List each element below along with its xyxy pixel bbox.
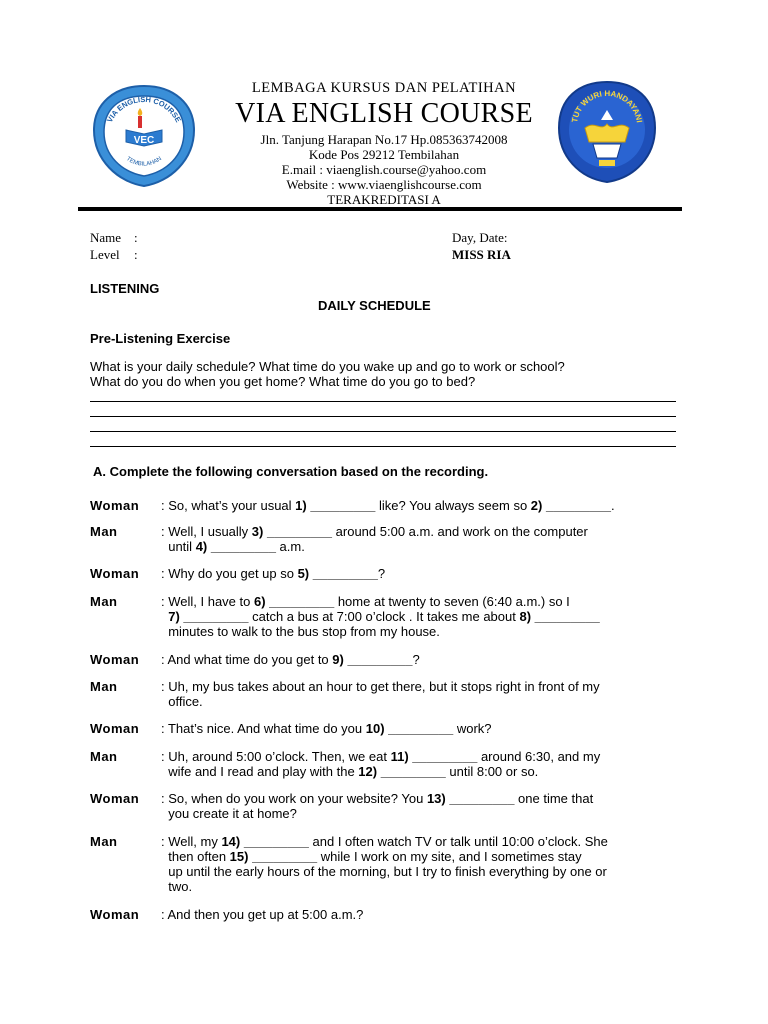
speech-segment: . [611,498,615,513]
speech-segment: : That’s nice. And what time do you [161,721,366,736]
tut-wuri-handayani-logo [555,80,659,184]
speech-text [161,524,681,554]
postcode: Kode Pos 29212 Tembilahan [308,147,460,162]
speech-segment: : Well, I usually [161,524,252,539]
speech-segment: up until the early hours of the morning, but I try to finish everything by one or [161,864,607,879]
answer-line [90,446,676,447]
speech-segment: ? [412,652,420,667]
speech-line [161,498,681,513]
speech-line [161,679,681,694]
website: Website : www.viaenglishcourse.com [286,177,482,192]
speech-line [161,791,681,806]
speech-line [161,566,681,581]
fill-in-blank[interactable]: 15) _________ [229,849,318,864]
speech-segment: office. [161,694,203,709]
speech-segment: home at twenty to seven (6:40 a.m.) so I [334,594,570,609]
fill-in-blank[interactable]: 6) _________ [253,594,335,609]
speech-line [161,879,681,894]
speech-segment: like? You always seem so [375,498,531,513]
speech-text [161,594,681,639]
speech-segment: a.m. [275,539,305,554]
speaker-label: Man [90,524,118,539]
speaker-label: Woman [90,721,140,736]
fill-in-blank[interactable]: 3) _________ [251,524,333,539]
letterhead [200,80,568,207]
speech-segment: : And then you get up at 5:00 a.m.? [161,907,364,922]
speech-line [161,524,681,539]
speech-line [161,624,681,639]
speech-text [161,834,681,894]
speech-segment: until 8:00 or so. [445,764,539,779]
email: E.mail : viaenglish.course@yahoo.com [281,162,487,177]
speech-segment: ? [377,566,386,581]
speech-text [161,721,681,736]
section-label: LISTENING [90,281,160,296]
fill-in-blank[interactable]: 11) _________ [390,749,478,764]
fill-in-blank[interactable]: 4) _________ [195,539,276,554]
via-english-course-logo [90,82,198,190]
exercise-a-instruction: A. Complete the following conversation based on the recording. [93,464,489,479]
teacher-name: MISS RIA [452,247,511,262]
fill-in-blank[interactable]: 8) _________ [519,609,600,624]
header-divider [78,207,682,211]
speaker-label: Woman [90,907,140,922]
speech-segment: : Well, I have to [161,594,254,609]
speech-segment: : Well, my [161,834,222,849]
speech-segment: work? [453,721,492,736]
speech-segment: two. [161,879,193,894]
speech-text [161,566,681,581]
fill-in-blank[interactable]: 5) _________ [297,566,378,581]
logo-top-text: VIA ENGLISH COURSE [105,94,183,124]
day-date-label: Day, Date: [452,230,508,245]
school-name: VIA ENGLISH COURSE [235,98,533,129]
speaker-label: Woman [90,566,140,581]
speech-segment: : Uh, around 5:00 o’clock. Then, we eat [161,749,391,764]
speech-line [161,594,681,609]
speech-segment: until [161,539,196,554]
speech-line [161,864,681,879]
speech-line [161,694,681,709]
logo-bottom-text: TEMBILAHAN [124,156,163,168]
fill-in-blank[interactable]: 7) _________ [168,609,249,624]
speech-line [161,609,681,624]
speech-text [161,791,681,821]
pre-listening-question-2: What do you do when you get home? What time do you go to bed? [90,374,476,389]
speech-line [161,806,681,821]
speaker-label: Woman [90,498,140,513]
speaker-label: Man [90,594,118,609]
answer-line [90,401,676,402]
pre-listening-heading: Pre-Listening Exercise [90,331,231,346]
speech-segment: : So, what’s your usual [161,498,296,513]
speech-segment: minutes to walk to the bus stop from my house. [161,624,440,639]
speech-text [161,652,681,667]
speaker-label: Man [90,834,118,849]
speech-segment: : Uh, my bus takes about an hour to get there, but it stops right in front of my [161,679,600,694]
institution-type: LEMBAGA KURSUS DAN PELATIHAN [251,80,517,96]
speech-segment: : Why do you get up so [161,566,298,581]
speech-segment: and I often watch TV or talk until 10:00 o’clock. She [308,834,608,849]
speech-line [161,652,681,667]
answer-line [90,416,676,417]
fill-in-blank[interactable]: 13) _________ [426,791,515,806]
speech-line [161,834,681,849]
speech-text [161,498,681,513]
speech-text [161,907,681,922]
speech-line [161,764,681,779]
logo-vec-text: VEC [133,135,155,146]
speech-segment: while I work on my site, and I sometimes stay [317,849,582,864]
speech-line [161,721,681,736]
speech-segment: wife and I read and play with the [161,764,359,779]
fill-in-blank[interactable]: 14) _________ [221,834,309,849]
speech-segment: : So, when do you work on your website? You [161,791,427,806]
speech-segment: : And what time do you get to [161,652,333,667]
speech-segment: you create it at home? [161,806,297,821]
tut-wuri-text: TUT WURI HANDAYANI [570,88,644,124]
level-label: Level [90,247,120,262]
speaker-label: Woman [90,791,140,806]
name-label: Name [90,230,122,245]
speaker-label: Man [90,679,118,694]
fill-in-blank[interactable]: 10) _________ [365,721,454,736]
speaker-label: Man [90,749,118,764]
address: Jln. Tanjung Harapan No.17 Hp.085363742008 [260,132,508,147]
fill-in-blank[interactable]: 2) _________ [530,498,612,513]
speech-segment: catch a bus at 7:00 o’clock . It takes me about [248,609,520,624]
speaker-label: Woman [90,652,140,667]
fill-in-blank[interactable]: 12) _________ [358,764,446,779]
page-title: DAILY SCHEDULE [318,298,431,313]
pre-listening-question-1: What is your daily schedule? What time do you wake up and go to work or school? [90,359,565,374]
speech-segment: around 6:30, and my [477,749,601,764]
speech-segment: then often [161,849,230,864]
level-separator: : [134,247,138,262]
speech-segment: one time that [514,791,594,806]
name-separator: : [134,230,138,245]
fill-in-blank[interactable]: 9) _________ [332,652,413,667]
answer-line [90,431,676,432]
speech-segment: around 5:00 a.m. and work on the computer [332,524,588,539]
speech-text [161,679,681,709]
fill-in-blank[interactable]: 1) _________ [295,498,376,513]
accreditation: TERAKREDITASI A [327,192,441,207]
speech-line [161,849,681,864]
speech-line [161,749,681,764]
speech-line [161,539,681,554]
speech-line [161,907,681,922]
speech-text [161,749,681,779]
